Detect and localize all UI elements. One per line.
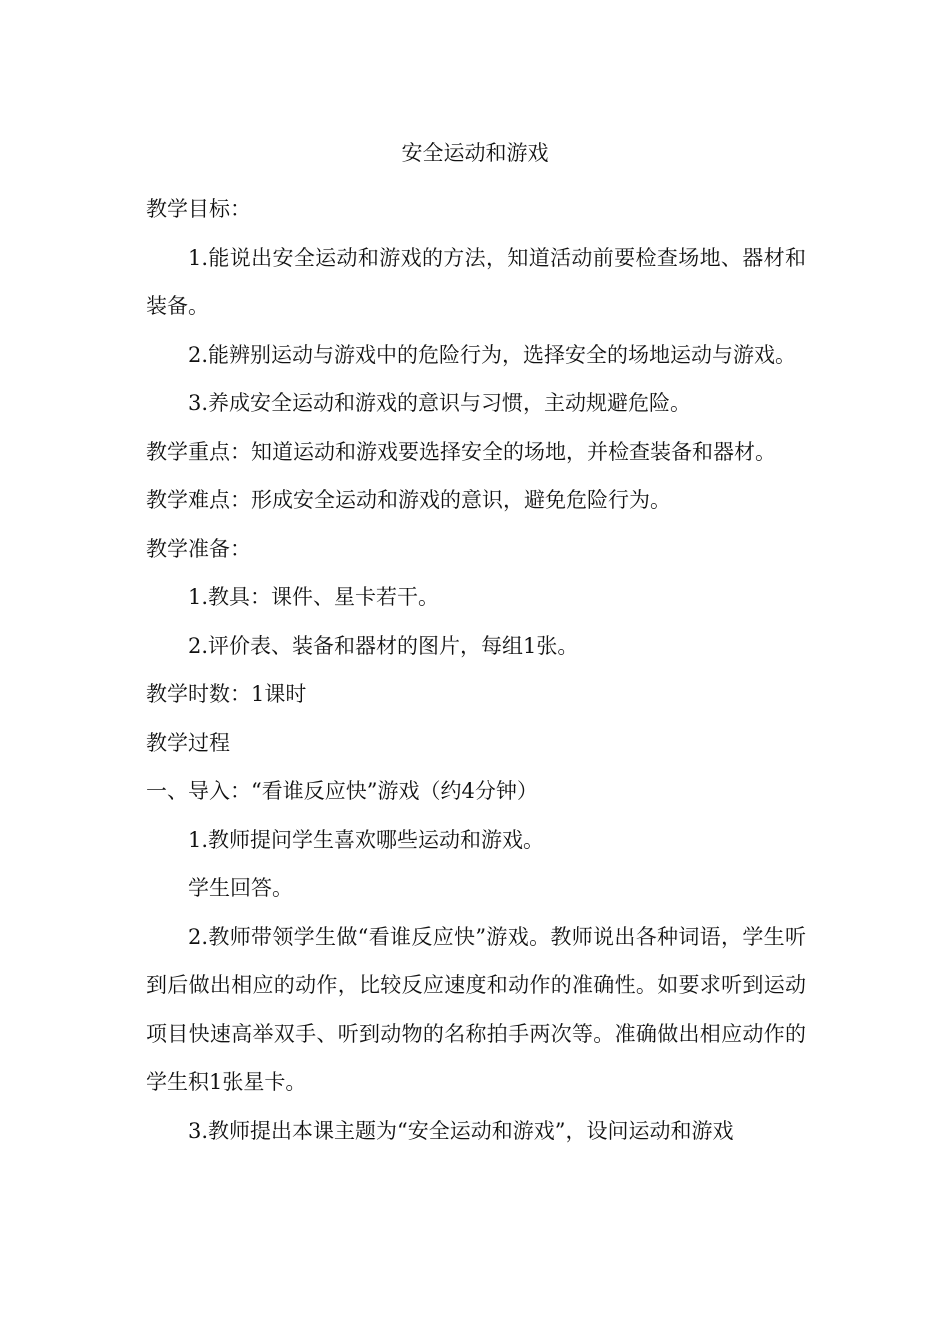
process-heading: 教学过程	[146, 730, 230, 755]
document-title: 安全运动和游戏	[401, 141, 549, 165]
prep-item: 2.评价表、装备和器材的图片，每组1张。	[188, 633, 579, 658]
section-item: 学生回答。	[188, 876, 293, 900]
teaching-hours: 教学时数：1课时	[146, 682, 307, 706]
goal-item: 3.养成安全运动和游戏的意识与习惯，主动规避危险。	[188, 391, 692, 415]
section-heading: 一、导入：“看谁反应快”游戏（约4分钟）	[146, 779, 538, 803]
section-item: 2.教师带领学生做“看谁反应快”游戏。教师说出各种词语，学生听到后做出相应的动作，比较反应速度和动作的准确性。如要求听到运动项目快速高举双手、听到动物的名称拍手两次等。准确做出相应动作的学生积1张星卡。	[146, 924, 806, 1094]
prep-item: 1.教具：课件、星卡若干。	[188, 585, 440, 609]
prep-heading: 教学准备：	[146, 536, 251, 561]
key-point: 教学重点：知道运动和游戏要选择安全的场地，并检查装备和器材。	[146, 439, 776, 464]
goal-item: 1.能说出安全运动和游戏的方法，知道活动前要检查场地、器材和装备。	[146, 245, 806, 318]
section-item: 3.教师提出本课主题为“安全运动和游戏”，设问运动和游戏	[188, 1118, 734, 1143]
section-item: 1.教师提问学生喜欢哪些运动和游戏。	[188, 827, 545, 852]
goals-heading: 教学目标：	[146, 197, 251, 221]
difficult-point: 教学难点：形成安全运动和游戏的意识，避免危险行为。	[146, 488, 671, 512]
goal-item: 2.能辨别运动与游戏中的危险行为，选择安全的场地运动与游戏。	[188, 342, 797, 367]
document-body	[146, 185, 806, 1155]
